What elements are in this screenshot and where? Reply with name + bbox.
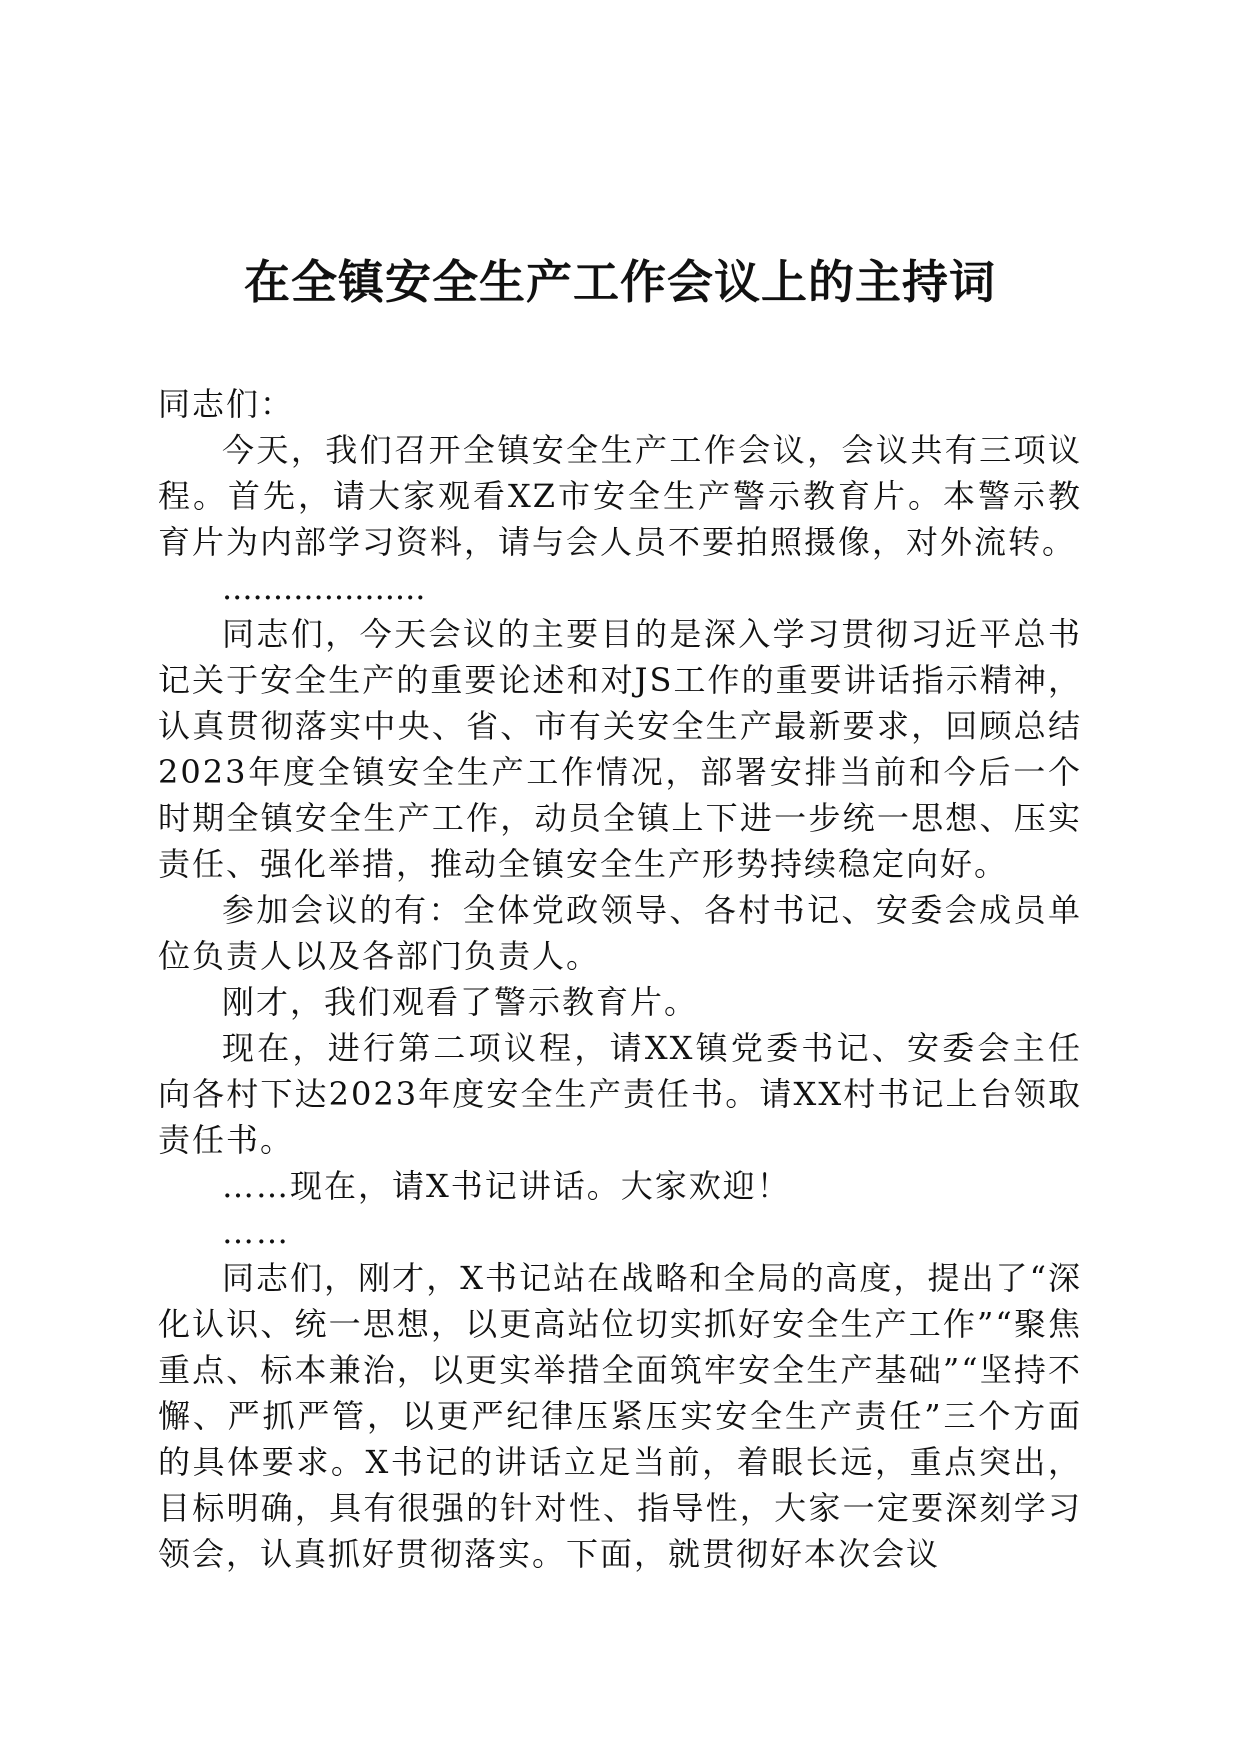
paragraph-speech-invite: ……现在，请X书记讲话。大家欢迎！ [222, 1167, 791, 1205]
salutation: 同志们： [158, 385, 295, 423]
paragraph-summary: 同志们，刚才，X书记站在战略和全局的高度，提出了“深化认识、统一思想，以更高站位切实抓好安全生产工作”“聚焦重点、标本兼治，以更实举措全面筑牢安全生产基础”“坚持不懈、严抓严管，以更严纪律压紧压实安全生产责任”三个方面的具体要求。X书记的讲话立足当前，着眼长远，重点突出，目标明确，具有很强的针对性、指导性，大家一定要深刻学习领会，认真抓好贯彻落实。下面，就贯彻好本次会议 [158, 1259, 1082, 1573]
document-body [158, 381, 1082, 1577]
paragraph-ellipsis-dots: .................... [222, 569, 426, 607]
paragraph-watched-film: 刚才，我们观看了警示教育片。 [222, 983, 699, 1021]
paragraph-second-agenda: 现在，进行第二项议程，请XX镇党委书记、安委会主任向各村下达2023年度安全生产责任书。请XX村书记上台领取责任书。 [158, 1029, 1082, 1159]
paragraph-attendees: 参加会议的有：全体党政领导、各村书记、安委会成员单位负责人以及各部门负责人。 [158, 891, 1082, 975]
paragraph-meeting-purpose: 同志们，今天会议的主要目的是深入学习贯彻习近平总书记关于安全生产的重要论述和对JS工作的重要讲话指示精神，认真贯彻落实中央、省、市有关安全生产最新要求，回顾总结2023年度全镇安全生产工作情况，部署安排当前和今后一个时期全镇安全生产工作，动员全镇上下进一步统一思想、压实责任、强化举措，推动全镇安全生产形势持续稳定向好。 [158, 615, 1082, 883]
document-title: 在全镇安全生产工作会议上的主持词 [244, 255, 996, 309]
paragraph-opening: 今天，我们召开全镇安全生产工作会议，会议共有三项议程。首先，请大家观看XZ市安全生产警示教育片。本警示教育片为内部学习资料，请与会人员不要拍照摄像，对外流转。 [158, 431, 1082, 561]
paragraph-ellipsis: …… [222, 1213, 290, 1251]
